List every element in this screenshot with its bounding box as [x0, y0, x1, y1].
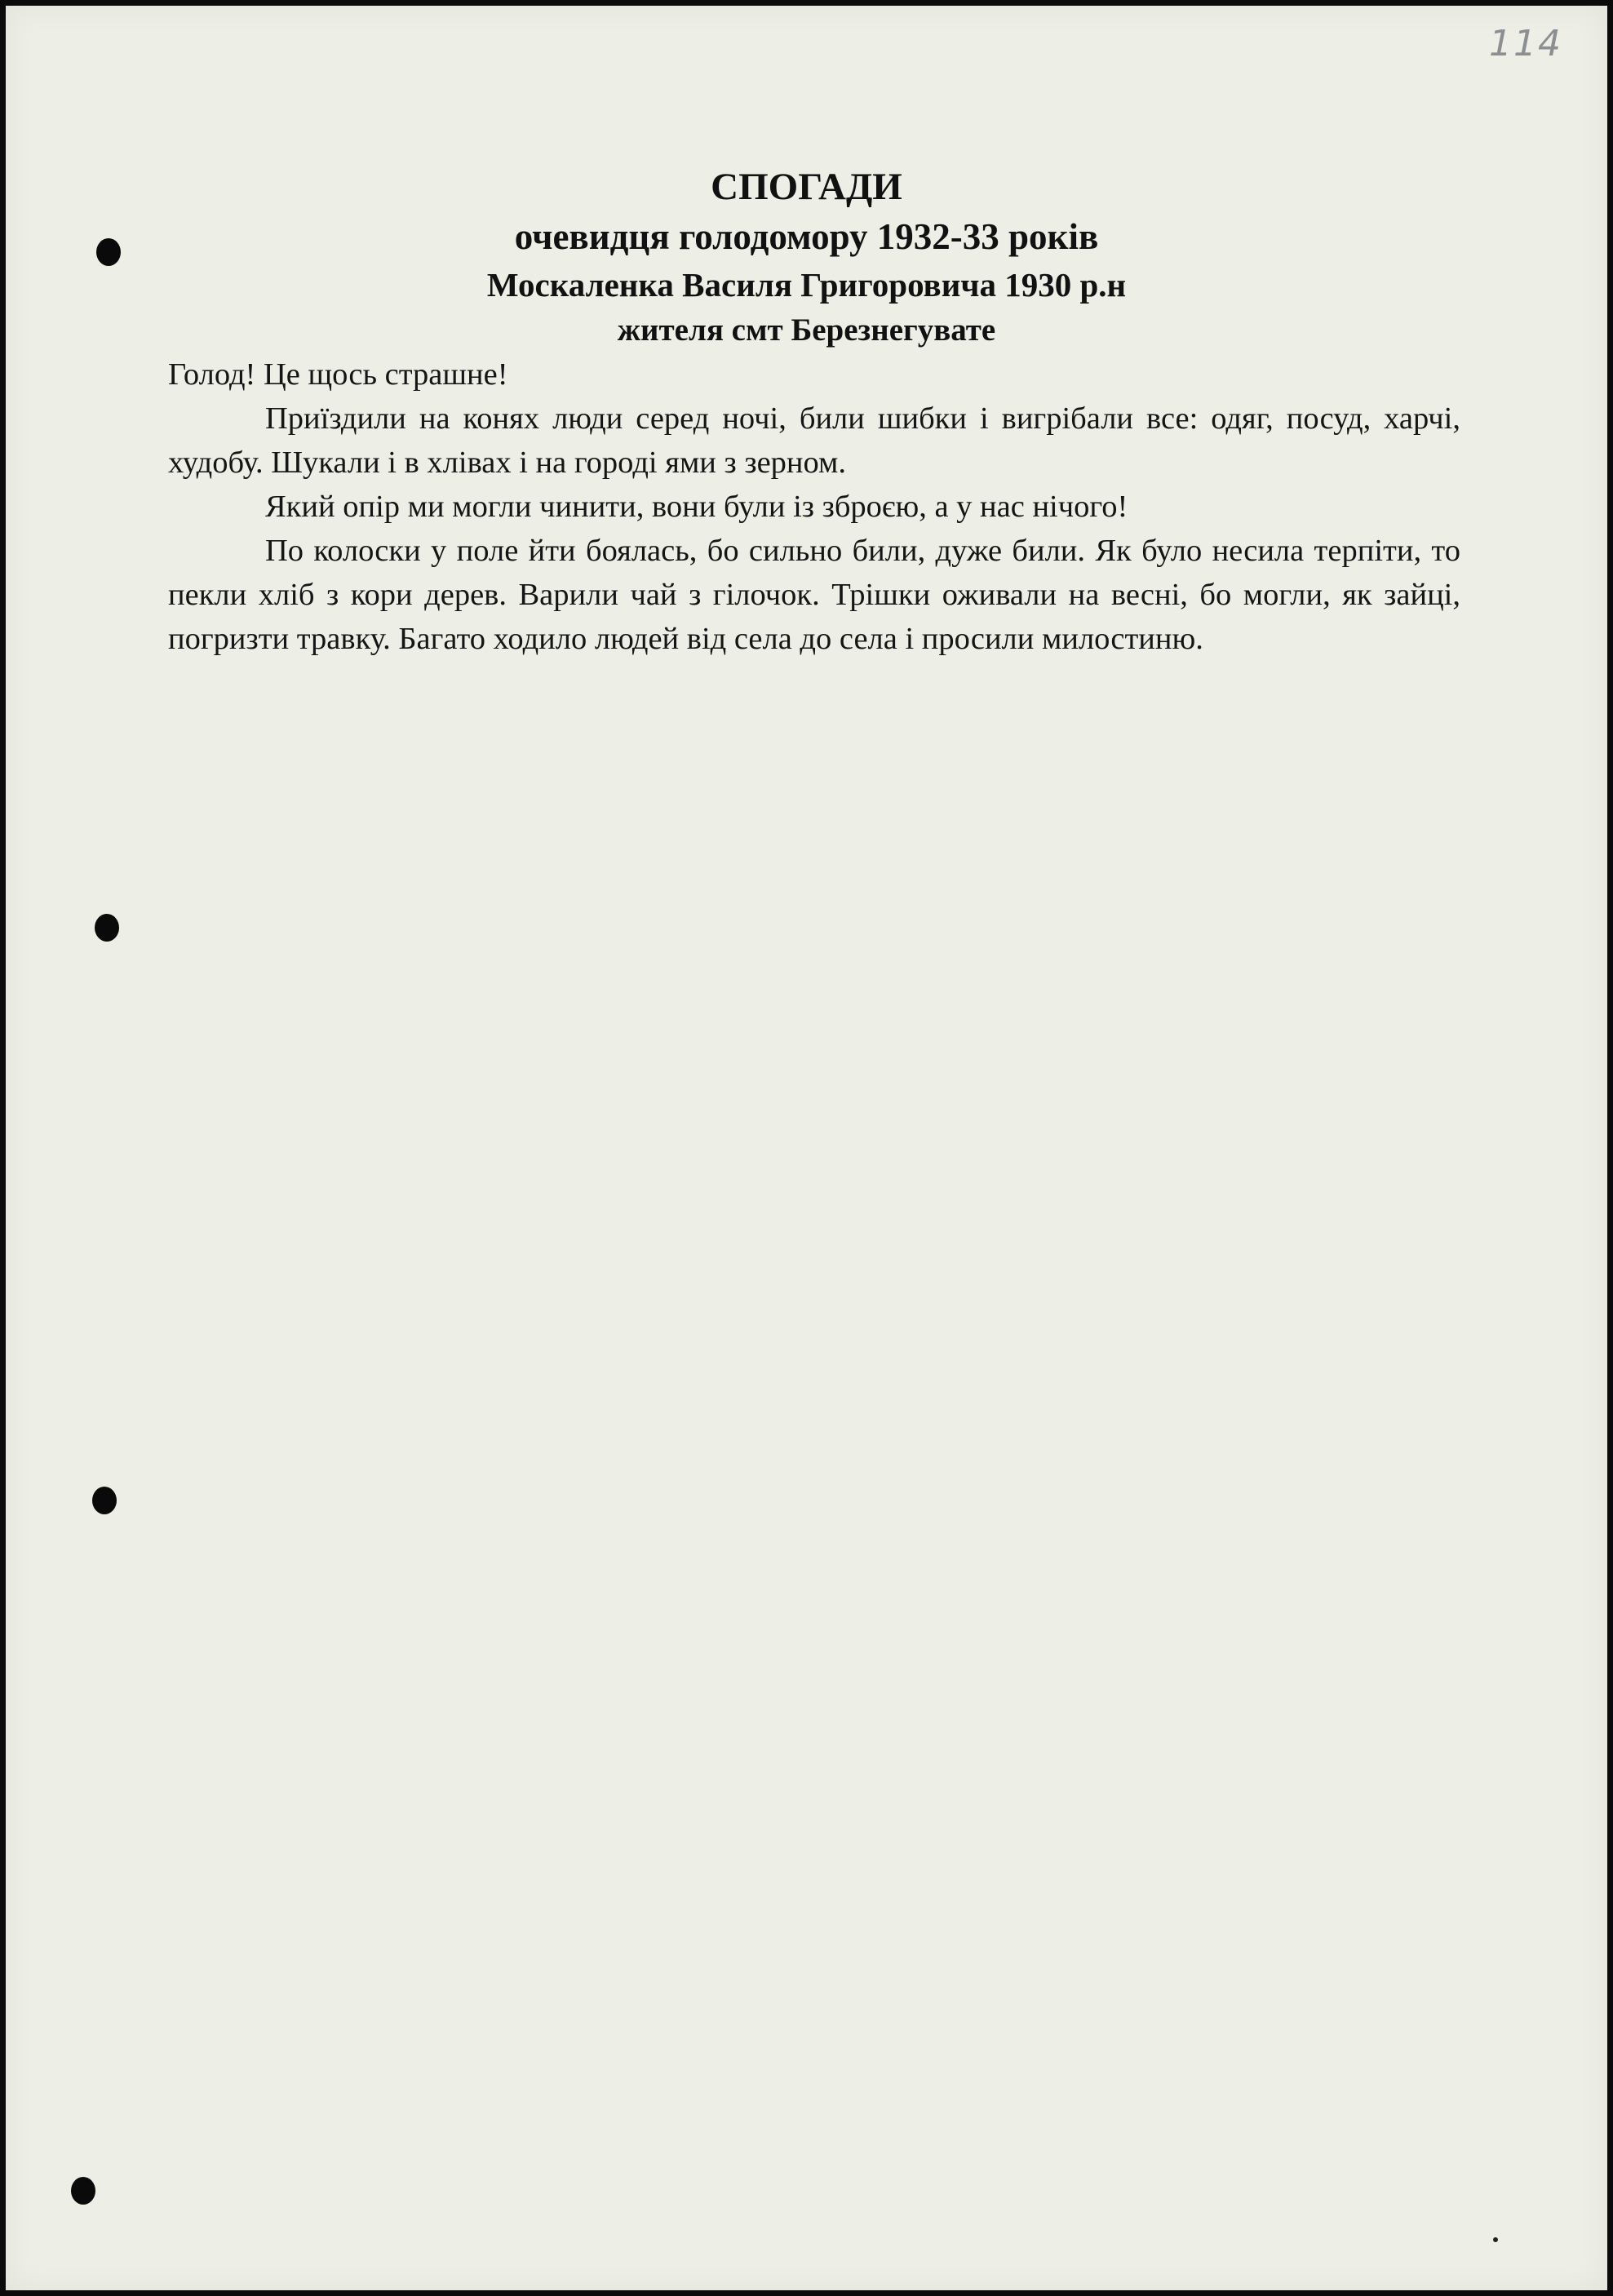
document-header: [0, 162, 1613, 352]
document-subtitle: очевидця голодомору 1932-33 років: [514, 216, 1099, 257]
paragraph: Голод! Це щось страшне!: [168, 357, 508, 392]
ink-dot: [1493, 2237, 1498, 2242]
testimony-body: [168, 352, 1460, 661]
punch-hole-icon: [92, 1487, 117, 1514]
witness-residence: жителя смт Березнегувате: [617, 312, 996, 348]
paragraph: Який опір ми могли чинити, вони були із зброєю, а у нас нічого!: [265, 490, 1128, 524]
handwritten-page-number: 114: [1489, 23, 1562, 64]
document-title: СПОГАДИ: [711, 166, 902, 208]
witness-name: Москаленка Василя Григоровича 1930 р.н: [486, 266, 1127, 304]
paragraph: По колоски у поле йти боялась, бо сильно били, дуже били. Як було несила терпіти, то пекли хліб з кори дерев. Варили чай з гілочок. Трішки оживали на весні, бо могли, як зайці, погризти травку. Багато ходило людей від села до села і просили милостиню.: [168, 534, 1460, 656]
punch-hole-icon: [95, 914, 119, 942]
paragraph: Приїздили на конях люди серед ночі, били шибки і вигрібали все: одяг, посуд, харчі, худобу. Шукали і в хлівах і на городі ями з зерном.: [168, 401, 1460, 480]
punch-hole-icon: [71, 2177, 95, 2205]
